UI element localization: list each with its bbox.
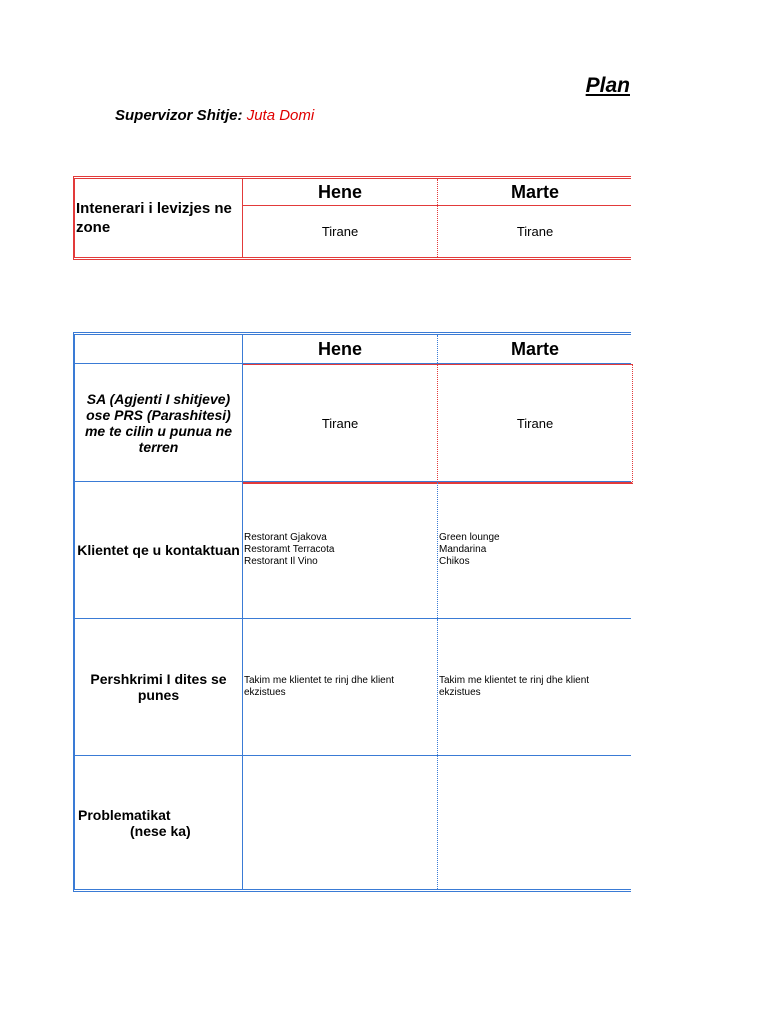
itinerary-row-label: Intenerari i levizjes ne zone — [75, 179, 243, 257]
itinerary-value-marte: Tirane — [437, 206, 632, 257]
clients-cell-hene — [243, 482, 437, 618]
client-item: Mandarina — [439, 544, 487, 555]
activity-header-row — [75, 335, 631, 364]
problems-label-line2: (nese ka) — [130, 822, 191, 839]
problems-row — [75, 756, 631, 889]
client-item: Restoramt Terracota — [244, 544, 335, 555]
itinerary-value-hene: Tirane — [321, 224, 359, 239]
clients-cell-marte — [437, 482, 631, 618]
itinerary-table — [73, 176, 631, 260]
problems-label — [75, 756, 243, 889]
itinerary-day-marte: Marte — [437, 179, 632, 205]
description-cell-hene — [243, 619, 437, 755]
description-cell-marte — [437, 619, 631, 755]
description-text: Takim me klientet te rinj dhe klient ekzistues — [244, 675, 395, 698]
itinerary-values-row — [243, 206, 631, 257]
description-label: Pershkrimi I dites se punes — [75, 619, 243, 755]
agents-value-marte: Tirane — [437, 364, 633, 484]
activity-header-empty — [75, 335, 243, 363]
supervisor-name: Juta Domi — [246, 107, 315, 124]
problems-label-line1: Problematikat — [78, 806, 171, 823]
agents-value-hene: Tirane — [243, 364, 437, 484]
activity-table — [73, 332, 631, 892]
client-item: Restorant Gjakova — [244, 532, 327, 543]
itinerary-header-row — [243, 179, 631, 206]
client-item: Restorant Il Vino — [244, 556, 318, 567]
clients-label: Klientet qe u kontaktuan — [75, 482, 243, 618]
agents-row — [75, 364, 631, 482]
itinerary-day-hene: Hene — [317, 181, 362, 202]
description-text: Takim me klientet te rinj dhe klient ekzistues — [439, 675, 590, 698]
activity-day-hene: Hene — [317, 338, 362, 359]
agents-label: SA (Agjenti I shitjeve) ose PRS (Parashitesi) me te cilin u punua ne terren — [75, 364, 243, 481]
problems-cell-marte — [437, 756, 631, 889]
description-row — [75, 619, 631, 756]
client-item: Green lounge — [439, 532, 500, 543]
clients-row — [75, 482, 631, 619]
problems-cell-hene — [243, 756, 437, 889]
supervisor-label: Supervizor Shitje: — [115, 107, 243, 124]
page-title: Plan — [585, 74, 630, 97]
client-item: Chikos — [439, 556, 470, 567]
activity-day-marte: Marte — [437, 335, 632, 363]
supervisor-line — [115, 107, 314, 124]
